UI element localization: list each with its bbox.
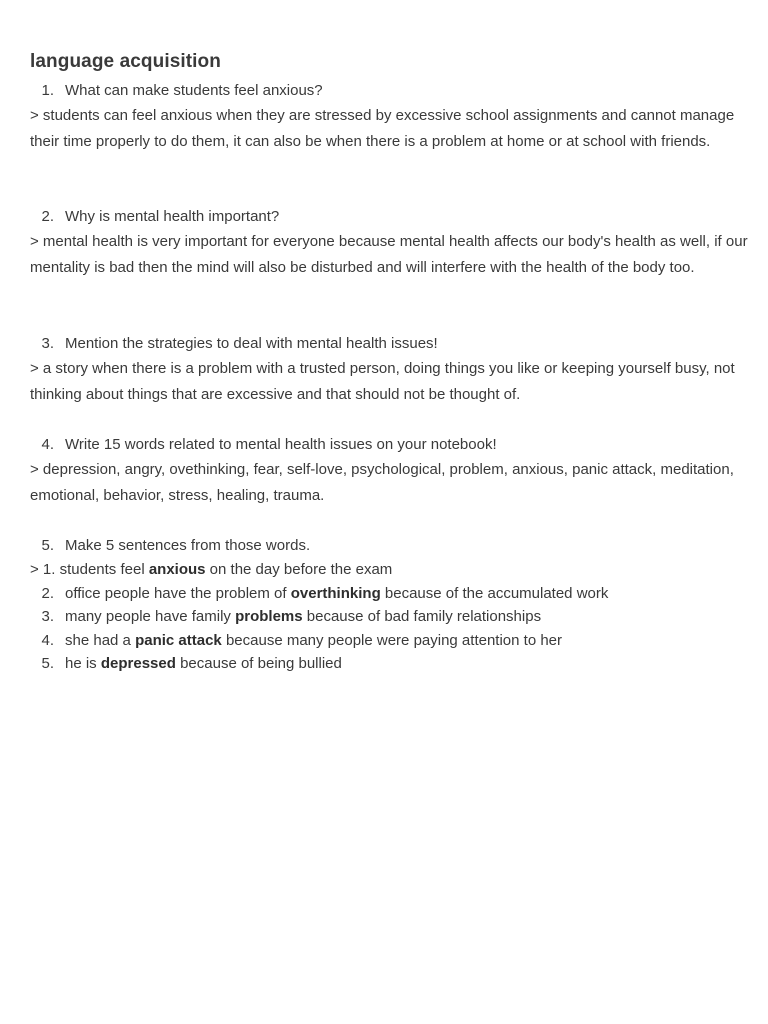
answer-text: > mental health is very important for everyone because mental health affects our body's health as well, if our mentality is bad then the mind will also be disturbed and will interfere with the health of the body too. xyxy=(30,233,748,276)
sentence-suffix: because many people were paying attention to her xyxy=(221,631,563,649)
sentence-item-3 xyxy=(30,605,750,629)
question-text: Make 5 sentences from those words. xyxy=(65,537,311,554)
question-number: 1. xyxy=(41,82,54,99)
question-line xyxy=(30,205,750,229)
sentence-keyword: problems xyxy=(235,608,303,626)
question-text: Write 15 words related to mental health issues on your notebook! xyxy=(65,436,497,453)
question-line xyxy=(30,433,750,457)
sentence-keyword: depressed xyxy=(100,655,176,673)
sentence-suffix: because of bad family relationships xyxy=(302,608,542,626)
sentence-prefix: she had a xyxy=(65,631,136,649)
question-number: 4. xyxy=(41,436,54,453)
question-text: What can make students feel anxious? xyxy=(65,82,323,99)
sentence-number: 4. xyxy=(41,631,54,649)
sentence-number: 2. xyxy=(41,584,54,602)
answer-text: > a story when there is a problem with a trusted person, doing things you like or keeping yourself busy, not thinking about things that are excessive and that should not be thought of. xyxy=(30,360,735,403)
question-text: Why is mental health important? xyxy=(65,208,280,225)
answer-text: > students can feel anxious when they are stressed by excessive school assignments and cannot manage their time properly to do them, it can also be when there is a problem at home or at school with friends. xyxy=(30,107,735,150)
question-number: 3. xyxy=(41,335,54,352)
sentence-suffix: because of being bullied xyxy=(175,655,342,673)
sentence-prefix: he is xyxy=(65,655,101,673)
question-block-1 xyxy=(30,79,750,154)
sentence-suffix: on the day before the exam xyxy=(205,561,393,578)
question-block-2 xyxy=(30,205,750,280)
sentence-keyword: panic attack xyxy=(135,631,222,649)
question-line xyxy=(30,332,750,356)
question-block-3 xyxy=(30,332,750,407)
sentence-item-5 xyxy=(30,652,750,676)
answer-text: > depression, angry, ovethinking, fear, self-love, psychological, problem, anxious, panic attack, meditation, emotional, behavior, stress, healing, trauma. xyxy=(30,461,734,504)
sentence-keyword: anxious xyxy=(148,561,206,578)
sentence-prefix: > 1. students feel xyxy=(30,561,149,578)
sentence-prefix: many people have family xyxy=(65,608,236,626)
question-line xyxy=(30,79,750,103)
question-block-4 xyxy=(30,433,750,508)
document-title: language acquisition xyxy=(30,51,221,72)
sentence-keyword: overthinking xyxy=(290,584,381,602)
question-text: Mention the strategies to deal with mental health issues! xyxy=(65,335,438,352)
sentence-prefix: office people have the problem of xyxy=(65,584,291,602)
sentence-number: 3. xyxy=(41,608,54,626)
question-block-5 xyxy=(30,534,750,676)
question-number: 5. xyxy=(41,537,54,554)
sentence-number: 5. xyxy=(41,655,54,673)
question-number: 2. xyxy=(41,208,54,225)
sentence-item-4 xyxy=(30,629,750,653)
sentence-item-1 xyxy=(30,558,750,582)
sentence-item-2 xyxy=(30,582,750,606)
sentence-list xyxy=(30,558,750,676)
sentence-suffix: because of the accumulated work xyxy=(380,584,609,602)
question-line xyxy=(30,534,750,558)
